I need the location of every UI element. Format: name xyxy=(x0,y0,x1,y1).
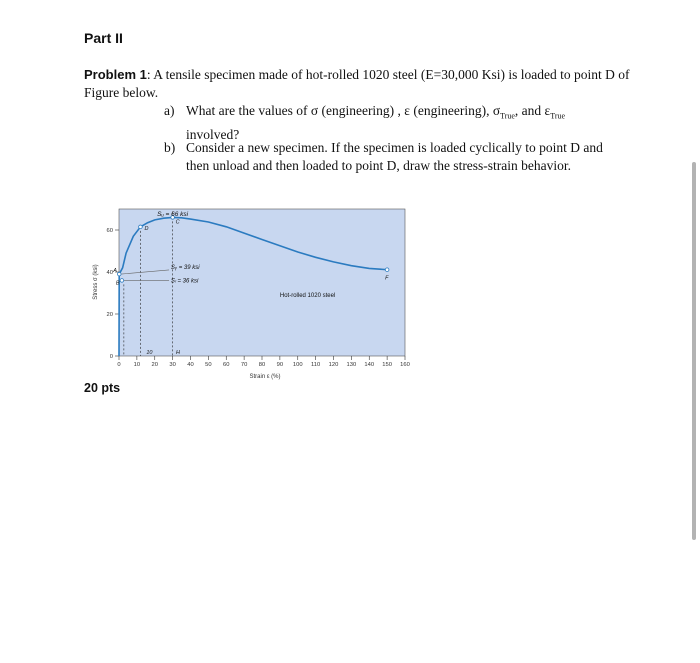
strain-at-d-label: 10 xyxy=(146,350,153,356)
problem-statement xyxy=(84,66,644,102)
x-tick-label: 80 xyxy=(258,362,266,368)
x-tick-label: 90 xyxy=(276,362,284,368)
y-tick-label: 0 xyxy=(109,354,113,360)
point-f xyxy=(385,268,389,272)
material-label: Hot-rolled 1020 steel xyxy=(279,293,336,300)
plot-area xyxy=(119,209,405,356)
y-tick-label: 60 xyxy=(106,228,113,234)
x-tick-label: 140 xyxy=(364,362,375,368)
x-tick-label: 130 xyxy=(346,362,357,368)
x-tick-label: 40 xyxy=(187,362,194,368)
problem-label: Problem 1 xyxy=(84,67,147,82)
qa-text-1: What are the values of σ (engineering) , ε (engineering), σ xyxy=(186,103,501,118)
x-tick-label: 150 xyxy=(382,362,392,368)
point-label-b: B xyxy=(115,280,120,287)
y-tick-label: 20 xyxy=(106,312,113,318)
x-tick-label: 100 xyxy=(292,362,303,368)
vertical-scrollbar[interactable] xyxy=(692,162,696,540)
question-a-label: a) xyxy=(164,103,175,118)
points-value: 20 pts xyxy=(84,381,121,395)
x-tick-label: 20 xyxy=(151,362,158,368)
qa-sub-1: True xyxy=(500,111,515,121)
x-tick-label: 120 xyxy=(328,362,339,368)
point-b xyxy=(120,279,124,283)
x-tick-label: 110 xyxy=(311,362,321,368)
x-tick-label: 160 xyxy=(400,362,410,368)
part-title: Part II xyxy=(84,30,123,46)
question-b-text: Consider a new specimen. If the specimen is loaded cyclically to point D and then unload and then loaded to point D, draw the stress-strain behavior. xyxy=(186,140,603,173)
x-axis-label: Strain ε (%) xyxy=(249,374,281,380)
point-label-a: A xyxy=(113,268,117,275)
yield-strength-label: Sᵧ = 39 ksi xyxy=(170,264,200,271)
question-a-text xyxy=(186,102,616,144)
x-tick-label: 70 xyxy=(240,362,248,368)
point-label-d: D xyxy=(144,225,149,232)
point-label-f: F xyxy=(385,275,389,282)
strain-at-c-label: H xyxy=(175,350,180,356)
ultimate-strength-label: Sᵤ = 66 ksi xyxy=(157,211,189,218)
x-tick-label: 50 xyxy=(205,362,212,368)
x-tick-label: 60 xyxy=(223,362,230,368)
point-a xyxy=(117,272,121,276)
qa-sub-2: True xyxy=(550,111,566,121)
x-tick-label: 30 xyxy=(169,362,176,368)
y-tick-label: 40 xyxy=(106,270,113,276)
point-d xyxy=(139,225,143,229)
problem-text: : A tensile specimen made of hot-rolled 1020 steel (E=30,000 Ksi) is loaded to point D of Figure below. xyxy=(84,67,630,100)
x-tick-label: 10 xyxy=(133,362,141,368)
lower-yield-label: Sₗ = 36 ksi xyxy=(170,278,199,285)
question-b xyxy=(164,139,624,175)
stress-strain-figure xyxy=(85,195,435,385)
point-label-c: C xyxy=(175,219,180,226)
y-axis-label: Stress σ (ksi) xyxy=(93,264,99,300)
qa-text-3: involved? xyxy=(186,126,240,142)
question-a xyxy=(164,102,624,142)
qa-text-2: , and ε xyxy=(514,103,551,118)
question-b-label: b) xyxy=(164,140,176,155)
x-tick-label: 0 xyxy=(117,362,121,368)
